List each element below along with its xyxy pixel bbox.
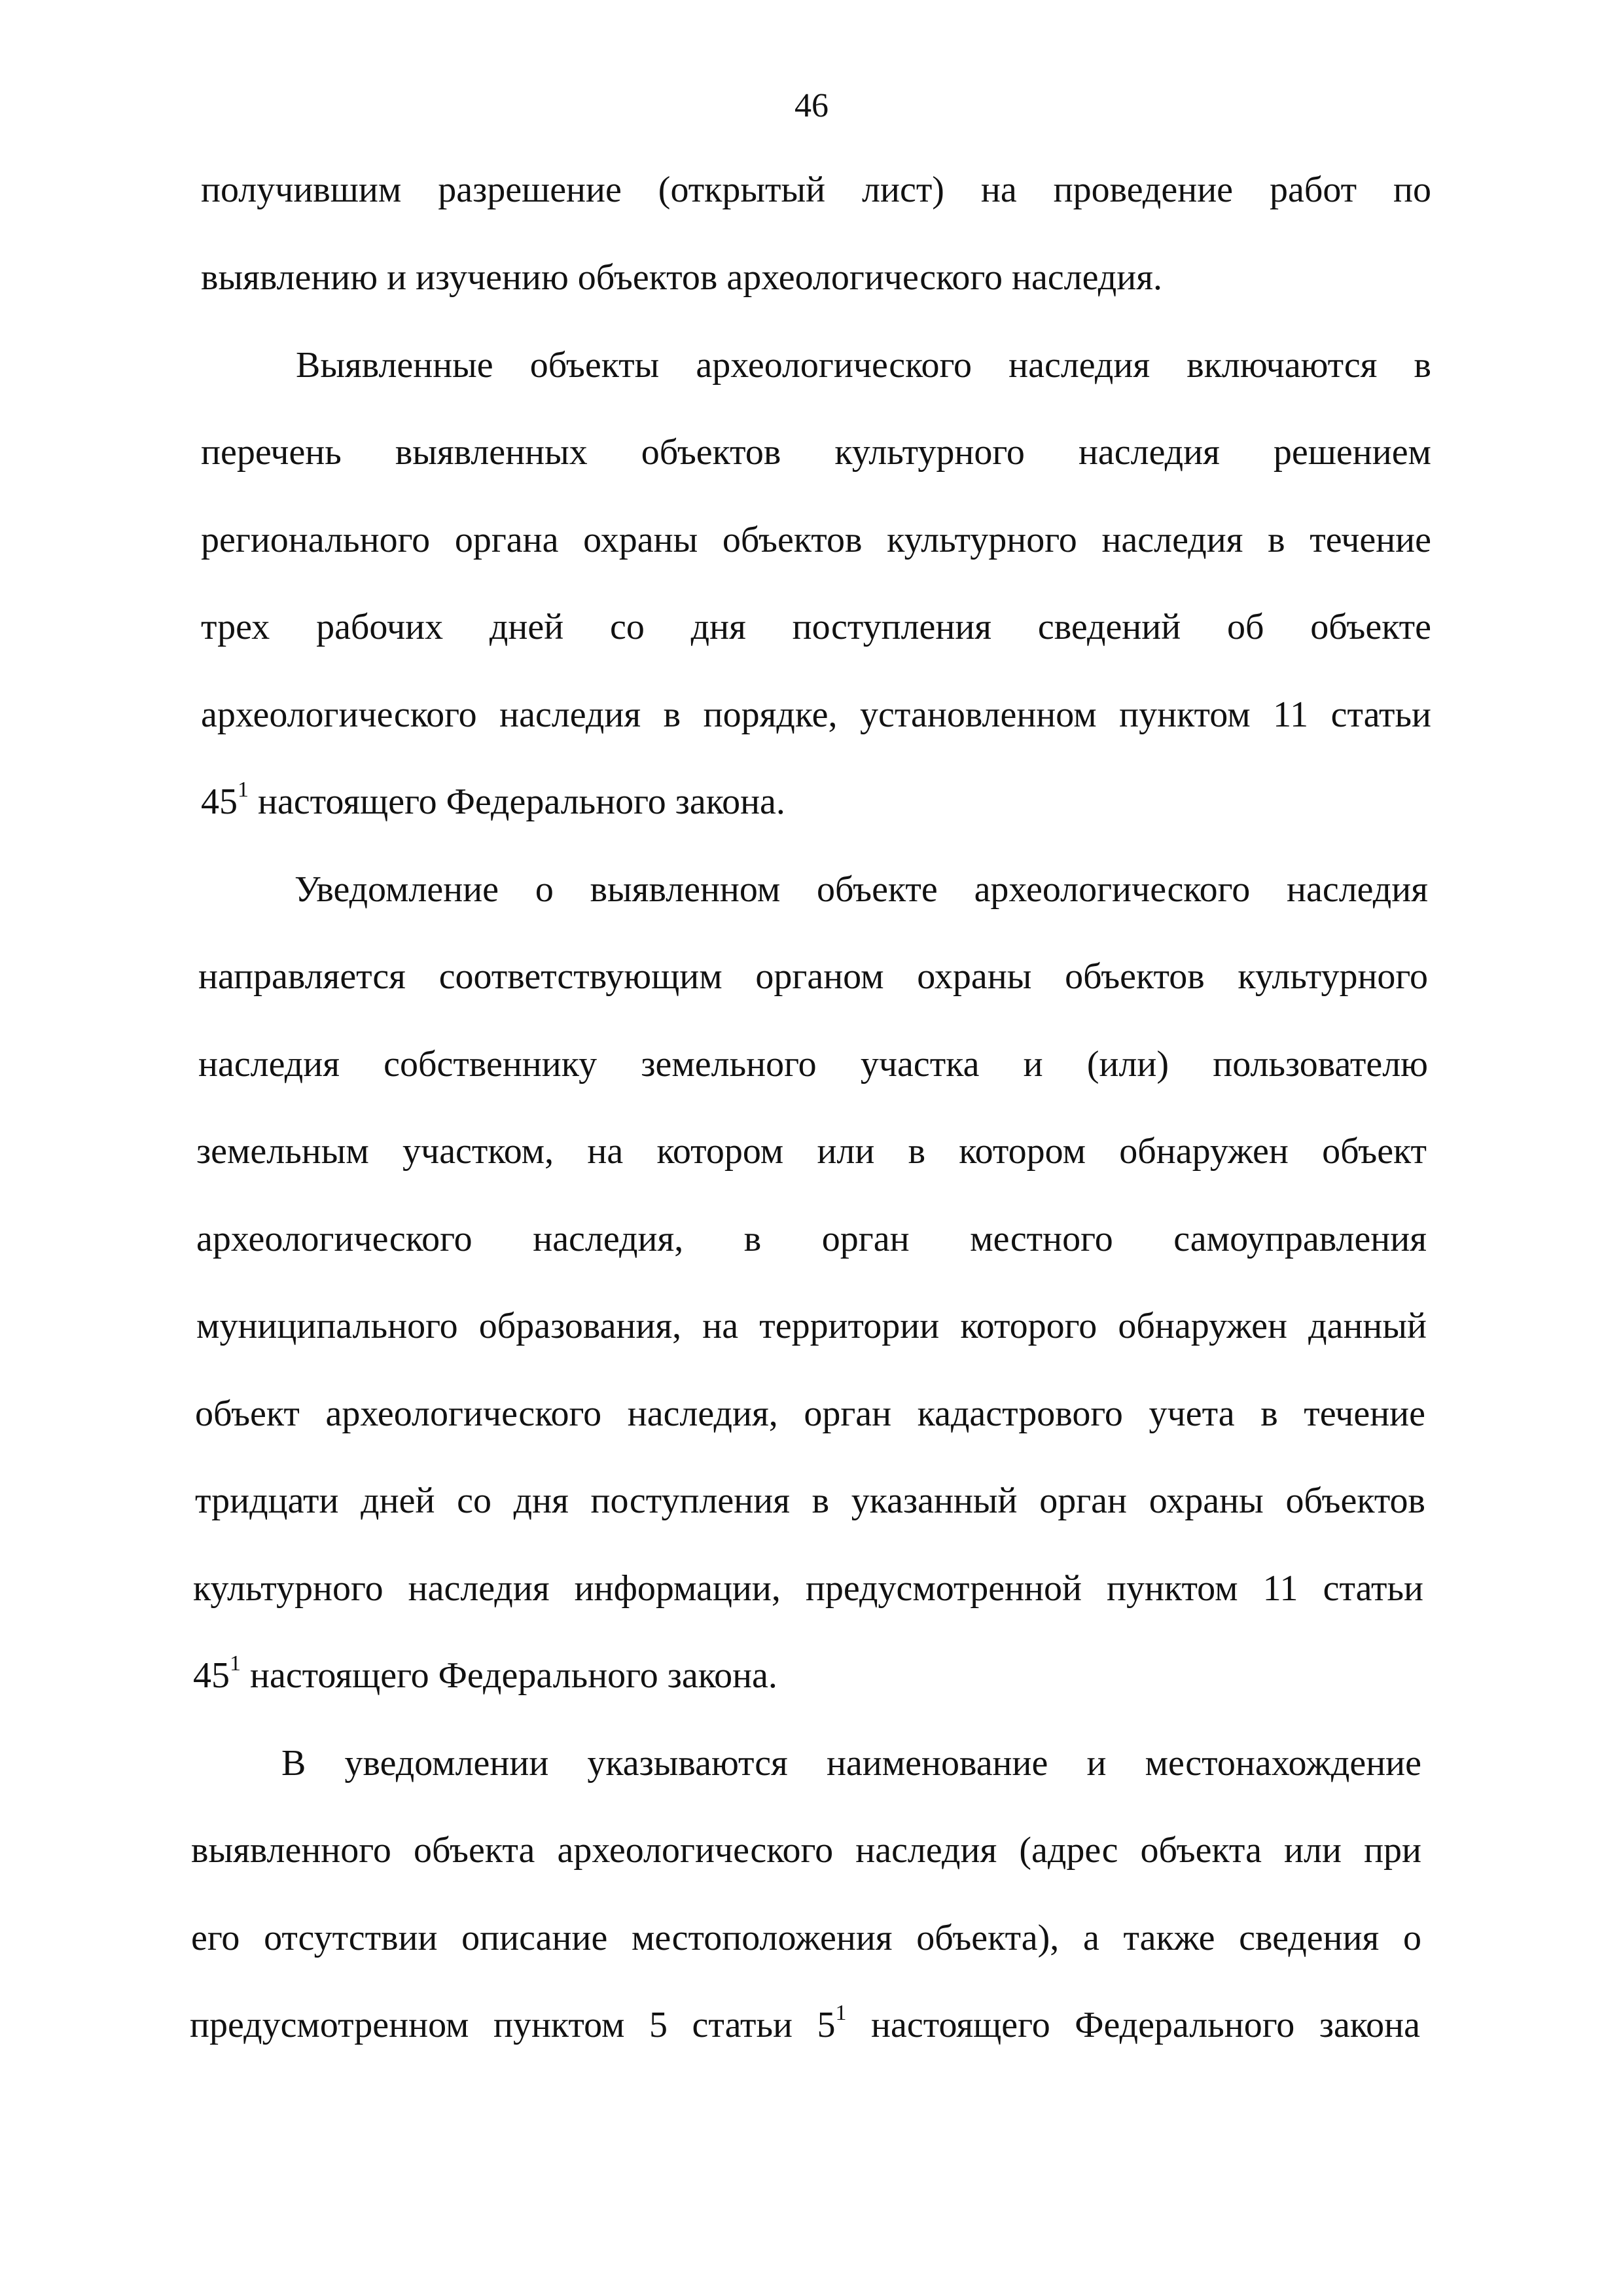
text-line [201, 778, 785, 823]
text-line: земельным участком, на котором или в котором обнаружен объект [196, 1131, 1427, 1172]
text-line: трех рабочих дней со дня поступления сведений об объекте [201, 607, 1431, 647]
text-line: выявленного объекта археологического наследия (адрес объекта или при [191, 1830, 1421, 1871]
text-line: Выявленные объекты археологического наследия включаются в [296, 345, 1431, 386]
text-line: археологического наследия в порядке, установленном пунктом 11 статьи [201, 694, 1431, 735]
text-line: В уведомлении указываются наименование и местонахождение [281, 1743, 1421, 1784]
text-line: получившим разрешение (открытый лист) на проведение работ по [201, 170, 1431, 210]
text-fragment: настоящего Федерального закона [871, 2005, 1420, 2045]
article-superscript: 1 [238, 778, 249, 802]
text-line: наследия собственнику земельного участка и (или) пользователю [198, 1044, 1428, 1085]
text-fragment: настоящего Федерального закона. [250, 1655, 777, 1696]
text-line: выявлению и изучению объектов археологического наследия. [201, 257, 1162, 298]
text-line: объект археологического наследия, орган кадастрового учета в течение [195, 1393, 1425, 1434]
text-line [190, 2001, 1420, 2046]
text-line [193, 1651, 777, 1696]
text-line: археологического наследия, в орган местного самоуправления [196, 1219, 1427, 1259]
text-line: муниципального образования, на территории которого обнаружен данный [196, 1306, 1427, 1346]
text-fragment: предусмотренном пунктом 5 статьи [190, 2005, 793, 2045]
text-line: тридцати дней со дня поступления в указанный орган охраны объектов [195, 1480, 1425, 1521]
article-number: 45 [193, 1655, 230, 1696]
text-line: культурного наследия информации, предусмотренной пунктом 11 статьи [193, 1568, 1423, 1609]
article-number: 45 [201, 781, 238, 822]
article-number: 5 [817, 2005, 836, 2045]
page-number: 46 [794, 87, 829, 124]
text-line: его отсутствии описание местоположения объекта), а также сведения о [191, 1918, 1421, 1958]
text-line: Уведомление о выявленном объекте археологического наследия [294, 869, 1428, 910]
text-line: регионального органа охраны объектов культурного наследия в течение [201, 520, 1431, 560]
text-line: направляется соответствующим органом охраны объектов культурного [198, 956, 1428, 997]
text-fragment: настоящего Федерального закона. [258, 781, 785, 822]
text-line: перечень выявленных объектов культурного наследия решением [201, 432, 1431, 473]
article-superscript: 1 [835, 2001, 847, 2026]
article-superscript: 1 [230, 1651, 241, 1676]
